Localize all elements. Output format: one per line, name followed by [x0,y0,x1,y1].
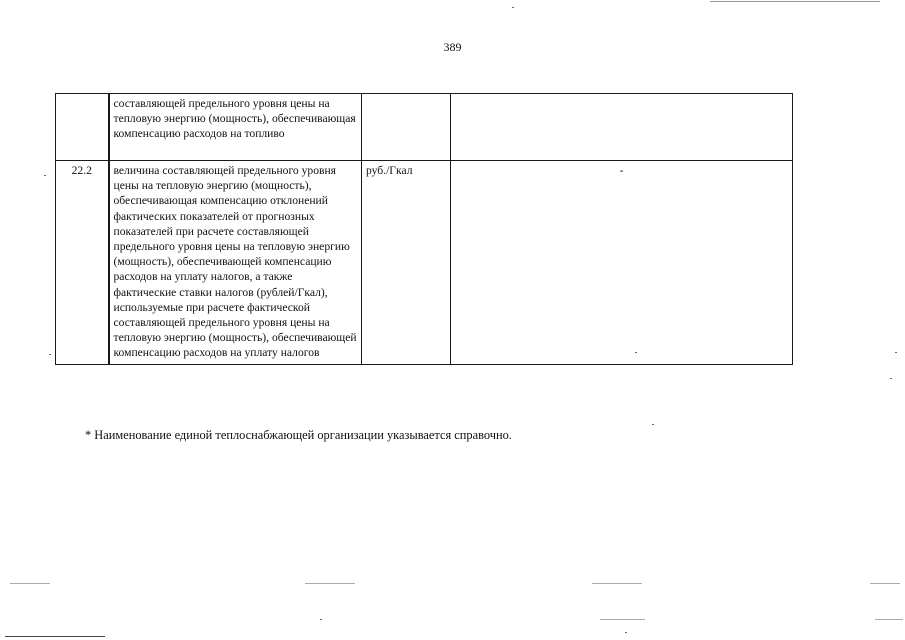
scan-artifact [5,636,105,637]
scan-artifact [875,619,903,620]
row-value-cell [451,94,793,161]
scan-artifact [10,583,50,584]
table-row [56,94,793,161]
row-unit-cell [362,94,451,161]
scan-artifact [600,619,645,620]
scan-artifact [895,352,897,353]
scan-artifact [652,424,654,425]
row-value-cell: - [451,161,793,365]
scan-artifact [592,583,642,584]
scan-artifact [625,632,627,633]
table-row [56,161,793,365]
footnote: * Наименование единой теплоснабжающей организации указывается справочно. [85,428,512,442]
row-number-cell: 22.2 [56,161,109,365]
scan-artifact [320,619,322,620]
scan-artifact [512,7,514,8]
row-number-cell [56,94,109,161]
scan-artifact [710,1,880,2]
row-unit-cell: руб./Гкал [362,161,451,365]
scan-artifact [635,352,637,353]
scan-artifact [870,583,900,584]
scan-artifact [49,354,51,355]
page-number: 389 [443,40,462,54]
row-name-cell: составляющей предельного уровня цены на тепловую энергию (мощность), обеспечивающая компенсацию расходов на топливо [109,94,362,161]
row-name-cell: величина составляющей предельного уровня цены на тепловую энергию (мощность), обеспечивающая компенсацию отклонений фактических показателей от прогнозных показателей при расчете составляющей предельного уровня цены на тепловую энергию (мощность), обеспечивающей компенсацию расходов на уплату налогов, а также фактические ставки налогов (рублей/Гкал), используемые при расчете фактической составляющей предельного уровня цены на тепловую энергию (мощность), обеспечивающей компенсацию расходов на уплату налогов [109,161,362,365]
scan-artifact [305,583,355,584]
tariff-table [55,93,793,365]
scan-artifact [890,378,892,379]
scan-artifact [44,175,46,176]
